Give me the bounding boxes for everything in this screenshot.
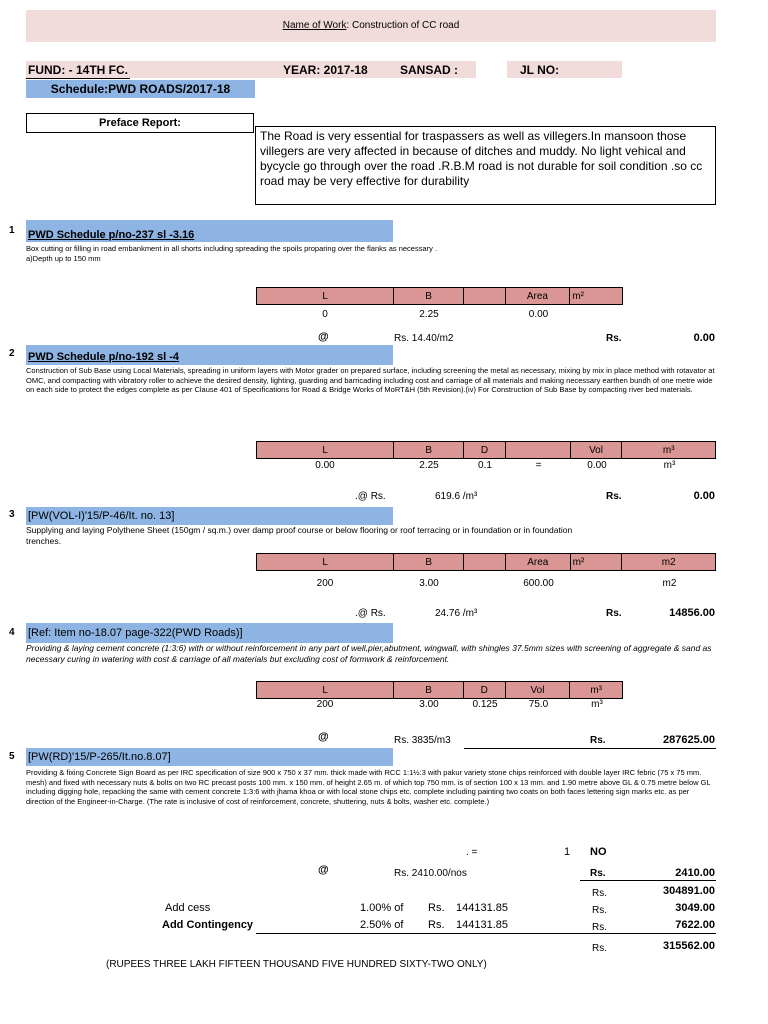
val-l: 0 bbox=[322, 309, 328, 320]
col-d: D bbox=[464, 442, 506, 458]
val-d: 0.125 bbox=[472, 699, 498, 710]
col-area: Area bbox=[506, 554, 571, 570]
val-eq: = bbox=[535, 460, 542, 471]
cess-rs: Rs. bbox=[428, 902, 445, 914]
amount: 0.00 bbox=[693, 332, 715, 344]
amount: 14856.00 bbox=[669, 607, 715, 619]
contingency-rs: Rs. bbox=[428, 919, 445, 931]
col-unit2: m2 bbox=[661, 556, 676, 568]
col-area: Area bbox=[506, 288, 571, 304]
grand-total-amount: 315562.00 bbox=[663, 940, 715, 952]
cess-base: 144131.85 bbox=[456, 902, 508, 914]
item-ref-text: [PW(RD)'15/P-265/It.no.8.07] bbox=[28, 751, 171, 763]
item-number: 4 bbox=[9, 627, 15, 638]
item-ref bbox=[26, 220, 393, 242]
item-ref bbox=[26, 623, 393, 643]
schedule-label: Schedule:PWD ROADS/2017-18 bbox=[26, 80, 255, 98]
item-desc: Providing & laying cement concrete (1:3:6) with or without reinforcement in any part of well,pier,abutment, wingwall, with shingles 37.5mm sizes with screening of aggregate & sand as necessary curing in watering with cost & carriage of all materials but excluding cost of formwork & reinforcement. bbox=[26, 643, 712, 664]
item-desc: Construction of Sub Base using Local Materials, spreading in uniform layers with Motor grader on prepared surface, including screening the metal as necessary, mixing by mix in place method with rotavator at OMC, and compacting with vibratory roller to achieve the desired density, lighting, guarding and barricading including cost and carriage of all materials and making necessary earthen bundh of one metre wide on each side to protect the edges complete as per Clause 401 of Specifications for Road & Bridge Works of MoRT&H (5th Revision).(iv) For Construction of Sub Base by compacting river bed materials. bbox=[26, 366, 715, 394]
measurement-header bbox=[256, 441, 716, 459]
val-unit: m³ bbox=[591, 699, 603, 710]
val-area: 600.00 bbox=[523, 578, 554, 589]
subtotal-rs: Rs. bbox=[592, 888, 607, 899]
item-ref bbox=[26, 748, 393, 766]
amount: 0.00 bbox=[693, 490, 715, 502]
col-unit: m³ bbox=[590, 684, 602, 696]
preface-label-box bbox=[26, 113, 254, 133]
val-b: 2.25 bbox=[419, 309, 439, 320]
cess-amount: 3049.00 bbox=[675, 902, 715, 914]
qty-unit: NO bbox=[590, 846, 607, 858]
val-b: 3.00 bbox=[419, 699, 439, 710]
at-sign: .@ Rs. bbox=[355, 491, 386, 502]
at-sign: .@ Rs. bbox=[355, 608, 386, 619]
rule bbox=[256, 933, 716, 934]
preface-text: The Road is very essential for traspassers as well as villegers.In mansoon those villegers are very affected in because of ditches and muddy. No light vehical and bycycle go through over the road .R.B.M road is not durable for soil condition .so cc road may be very effective for durability bbox=[260, 129, 703, 188]
rs-label: Rs. bbox=[606, 333, 622, 344]
measurement-header bbox=[256, 553, 716, 571]
val-l: 200 bbox=[316, 699, 334, 710]
val-l: 200 bbox=[316, 578, 334, 589]
col-unit: m² bbox=[572, 290, 584, 302]
item-ref-text: [PW(VOL-I)'15/P-46/It. no. 13] bbox=[28, 510, 175, 522]
col-l: L bbox=[257, 554, 394, 570]
jl-no-label: JL NO: bbox=[520, 63, 560, 77]
rate: Rs. 2410.00/nos bbox=[394, 868, 467, 879]
val-d: 0.1 bbox=[478, 460, 492, 471]
item-number: 1 bbox=[9, 225, 15, 236]
rs-label: Rs. bbox=[606, 491, 622, 502]
col-blank bbox=[464, 554, 506, 570]
item-desc-extra: a)Depth up to 150 mm bbox=[26, 254, 101, 263]
grand-total-rs: Rs. bbox=[592, 943, 607, 954]
col-l: L bbox=[257, 288, 394, 304]
item-ref bbox=[26, 507, 393, 525]
cess-percent: 1.00% of bbox=[360, 902, 404, 914]
item-number: 2 bbox=[9, 348, 15, 359]
contingency-rs2: Rs. bbox=[592, 922, 607, 933]
item-ref-text: PWD Schedule p/no-237 sl -3.16 bbox=[28, 229, 195, 241]
item-ref bbox=[26, 345, 393, 365]
val-unit: m³ bbox=[663, 460, 676, 471]
val-area: 0.00 bbox=[528, 309, 549, 320]
at-sign: @ bbox=[318, 731, 329, 743]
year-label: YEAR: 2017-18 bbox=[283, 63, 368, 77]
val-b: 3.00 bbox=[419, 578, 439, 589]
item-number: 3 bbox=[9, 509, 15, 520]
col-unit: m² bbox=[571, 554, 623, 570]
rule bbox=[580, 880, 716, 881]
rate: Rs. 14.40/m2 bbox=[394, 333, 454, 344]
rate: 24.76 /m³ bbox=[435, 608, 478, 619]
rs-label: Rs. bbox=[590, 735, 606, 746]
col-vol: Vol bbox=[506, 682, 571, 698]
contingency-label: Add Contingency bbox=[162, 919, 254, 931]
fund-label: FUND: - 14TH FC. bbox=[28, 63, 128, 77]
col-b: B bbox=[394, 442, 464, 458]
val-vol: 0.00 bbox=[587, 460, 607, 471]
rs-label: Rs. bbox=[590, 868, 606, 879]
preface-label: Preface Report: bbox=[99, 117, 181, 129]
measurement-header bbox=[256, 287, 623, 305]
name-of-work-value: : Construction of CC road bbox=[346, 20, 460, 31]
qty-eq: . = bbox=[466, 847, 478, 858]
col-b: B bbox=[394, 554, 464, 570]
amount: 287625.00 bbox=[663, 734, 715, 746]
val-unit: m2 bbox=[662, 578, 677, 589]
measurement-header bbox=[256, 681, 623, 699]
at-sign: @ bbox=[318, 864, 329, 876]
qty: 1 bbox=[564, 846, 571, 858]
at-sign: @ bbox=[318, 331, 329, 343]
col-blank bbox=[506, 442, 571, 458]
val-vol: 75.0 bbox=[528, 699, 549, 710]
preface-text-box bbox=[255, 126, 716, 205]
col-l: L bbox=[257, 442, 394, 458]
item-ref-text: PWD Schedule p/no-192 sl -4 bbox=[28, 351, 179, 363]
fund-underline bbox=[26, 78, 130, 79]
rs-label: Rs. bbox=[606, 608, 622, 619]
contingency-base: 144131.85 bbox=[456, 919, 508, 931]
name-of-work-banner bbox=[26, 10, 716, 42]
item-number: 5 bbox=[9, 751, 15, 762]
item-desc: Providing & fixing Concrete Sign Board as per IRC specification of size 900 x 750 x 37 mm. thick made with RCC 1:1½:3 with pakur variety stone chips reinforced with double layer IRC febric (75 x 75 mm. mesh) and fixed with necessary nuts & bolts on two RC precast posts 100 mm. x 150 mm. of height 2.65 m. of which top 750 mm. is of section 100 x 13 mm. and 1.90 metre above GL & 0.75 metre below GL including digging hole, repacking the same with cement concrete 1:3:6 with jhama khoa or with local stone chips etc. complete including painting two coats on both faces lettering sign marks etc. as per direction of the Engineer-in-Charge. (The rate is inclusive of cost of reinforcement, concrete, shuttering, nuts & bolts, washer etc. complete.) bbox=[26, 768, 711, 806]
col-unit: m³ bbox=[662, 444, 675, 456]
col-l: L bbox=[257, 682, 394, 698]
subtotal-amount: 304891.00 bbox=[663, 885, 715, 897]
rate: 619.6 /m³ bbox=[435, 491, 478, 502]
col-b: B bbox=[394, 682, 464, 698]
contingency-percent: 2.50% of bbox=[360, 919, 404, 931]
item-desc: Supplying and laying Polythene Sheet (150gm / sq.m.) over damp proof course or below flooring or roof terracing or in foundation or in foundation trenches. bbox=[26, 525, 573, 546]
col-d: D bbox=[464, 682, 506, 698]
sansad-label: SANSAD : bbox=[400, 63, 459, 77]
item-desc: Box cutting or filling in road embankment in all shorts including spreading the spoils proparing over the flanks as necessary . bbox=[26, 244, 438, 253]
amount: 2410.00 bbox=[675, 867, 715, 879]
rate: Rs. 3835/m3 bbox=[394, 735, 451, 746]
contingency-amount: 7622.00 bbox=[675, 919, 715, 931]
name-of-work-label: Name of Work bbox=[282, 20, 347, 31]
rule bbox=[464, 748, 716, 749]
cess-label: Add cess bbox=[165, 902, 211, 914]
amount-in-words: (RUPEES THREE LAKH FIFTEEN THOUSAND FIVE HUNDRED SIXTY-TWO ONLY) bbox=[106, 959, 487, 970]
col-b: B bbox=[394, 288, 464, 304]
col-vol: Vol bbox=[571, 442, 623, 458]
item-ref-text: [Ref: Item no-18.07 page-322(PWD Roads)] bbox=[28, 627, 243, 639]
cess-rs2: Rs. bbox=[592, 905, 607, 916]
col-blank bbox=[464, 288, 506, 304]
val-l: 0.00 bbox=[315, 460, 335, 471]
val-b: 2.25 bbox=[419, 460, 439, 471]
